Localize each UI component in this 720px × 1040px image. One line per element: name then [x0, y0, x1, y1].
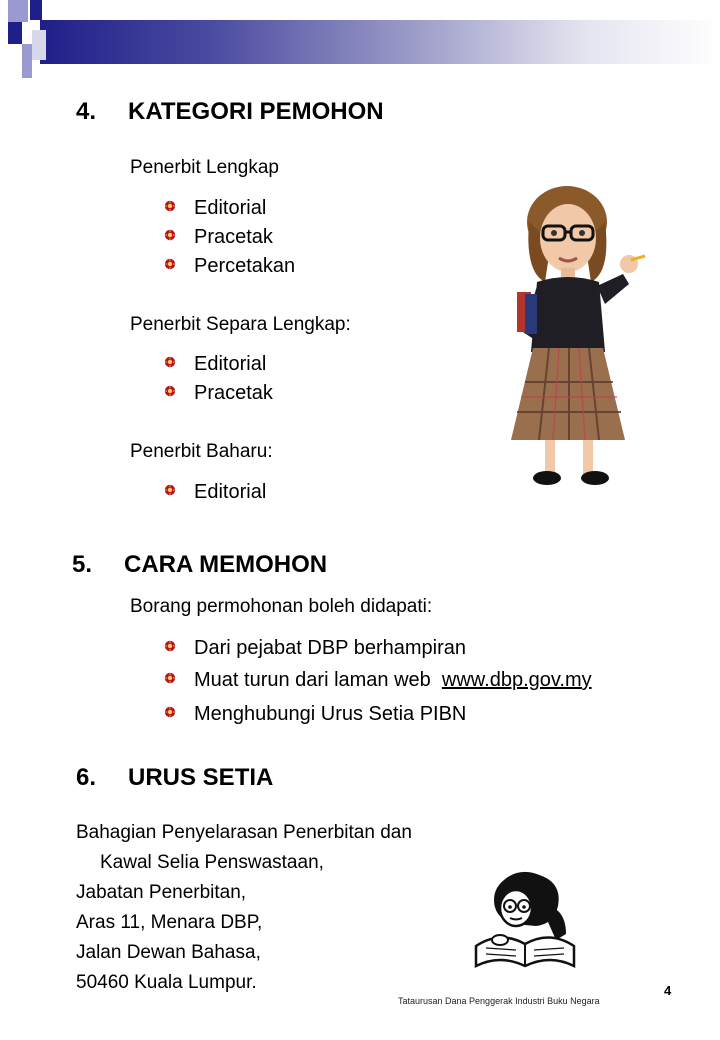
page-number: 4 [664, 983, 672, 998]
list-item: Dari pejabat DBP berhampiran [164, 637, 466, 660]
header-square [8, 22, 22, 44]
address-line: Jabatan Penerbitan, [76, 882, 247, 903]
flower-bullet-icon [164, 635, 176, 647]
flower-bullet-icon [164, 195, 176, 207]
section5-heading [72, 551, 327, 579]
section6-heading [76, 764, 273, 792]
flower-bullet-icon [164, 479, 176, 491]
section-number: 4. [76, 98, 97, 125]
header-gradient-band [40, 20, 720, 64]
section-intro: Borang permohonan boleh didapati: [130, 596, 433, 617]
flower-bullet-icon [164, 224, 176, 236]
website-link[interactable]: www.dbp.gov.my [441, 669, 592, 691]
section4-heading [76, 98, 384, 126]
flower-bullet-icon [164, 253, 176, 265]
group-label: Penerbit Baharu: [130, 441, 273, 462]
address-block [76, 818, 516, 998]
header-square [22, 44, 32, 78]
list-item: Percetakan [164, 255, 295, 278]
group-label: Penerbit Lengkap [130, 157, 279, 178]
list-item: Menghubungi Urus Setia PIBN [164, 703, 466, 726]
teacher-clipart-icon [505, 182, 655, 492]
list-item: Pracetak [164, 226, 273, 249]
section-number: 6. [76, 764, 97, 791]
list-item: Muat turun dari laman web www.dbp.gov.my [164, 669, 592, 692]
flower-bullet-icon [164, 380, 176, 392]
list-item: Editorial [164, 197, 266, 220]
address-line: Aras 11, Menara DBP, [76, 912, 263, 933]
flower-bullet-icon [164, 701, 176, 713]
list-item: Editorial [164, 481, 266, 504]
address-line: 50460 Kuala Lumpur. [76, 972, 257, 993]
flower-bullet-icon [164, 667, 176, 679]
list-item: Pracetak [164, 382, 273, 405]
group-label: Penerbit Separa Lengkap: [130, 314, 351, 335]
section-title: URUS SETIA [128, 764, 274, 791]
reader-clipart-icon [470, 866, 580, 976]
address-line: Jalan Dewan Bahasa, [76, 942, 261, 963]
section-title: CARA MEMOHON [124, 551, 328, 578]
footer-text: Tataurusan Dana Penggerak Industri Buku Negara [398, 996, 600, 1006]
header-square [30, 0, 42, 20]
header-square [32, 30, 46, 60]
section-number: 5. [72, 551, 93, 578]
list-item: Editorial [164, 353, 266, 376]
header-square [8, 0, 28, 22]
flower-bullet-icon [164, 351, 176, 363]
address-line: Bahagian Penyelarasan Penerbitan dan [76, 822, 412, 843]
section-title: KATEGORI PEMOHON [128, 98, 384, 125]
address-line: Kawal Selia Penswastaan, [100, 852, 324, 873]
